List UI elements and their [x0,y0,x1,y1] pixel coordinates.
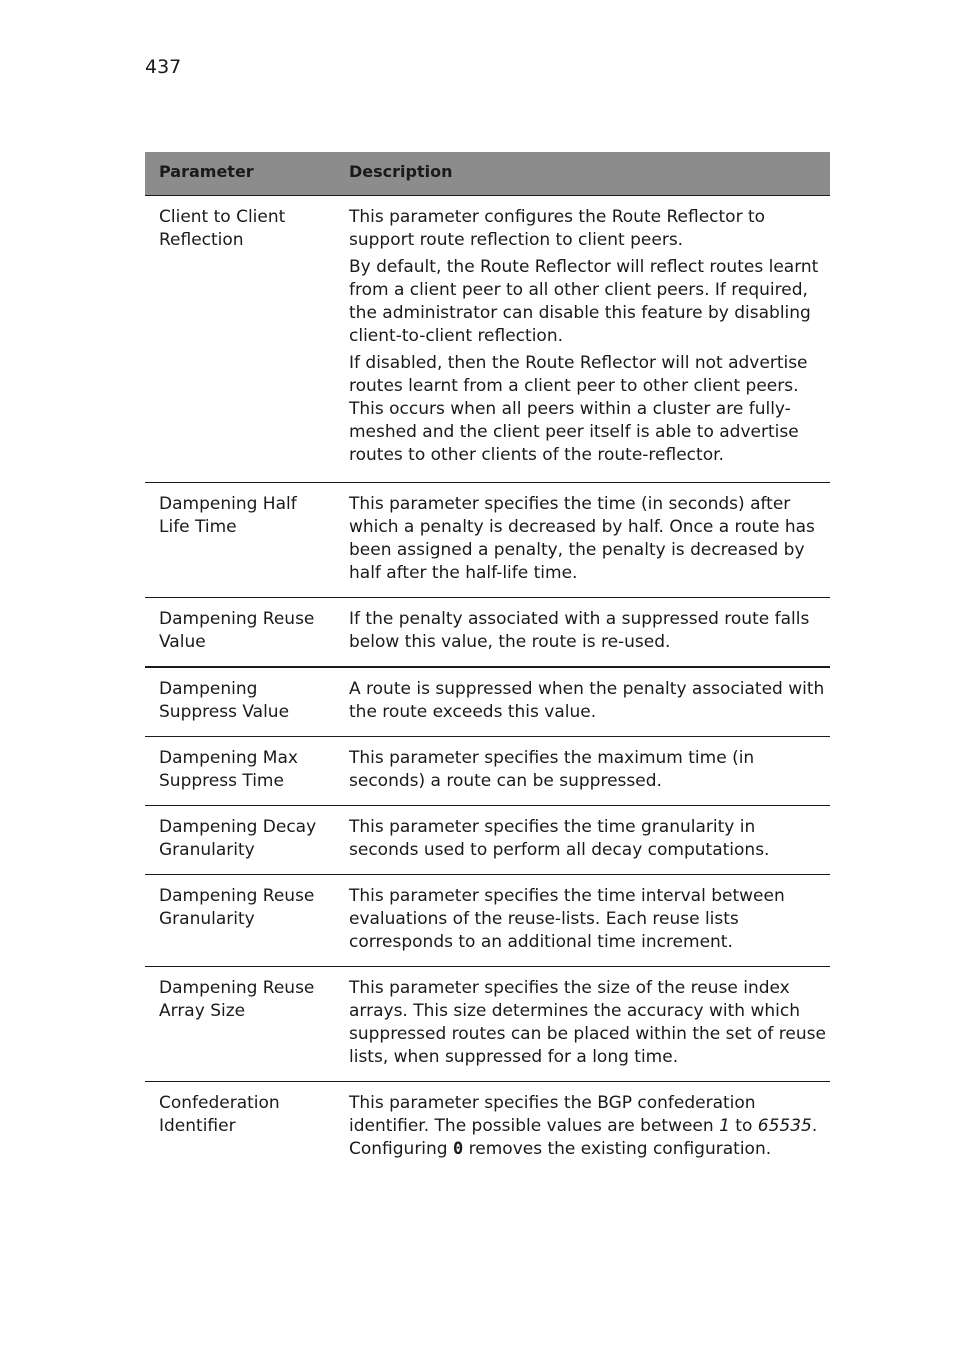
table-row [145,668,830,737]
description-cell [335,737,830,805]
description-text: to [729,1116,758,1136]
range-min-value: 1 [719,1116,730,1136]
parameter-cell: Dampening Max Suppress Time [159,748,298,791]
description-paragraph: This parameter specifies the time granularity in seconds used to perform all decay computations. [349,817,770,860]
description-text: This parameter specifies the BGP confederation identifier. The possible values are between [349,1093,756,1136]
parameter-cell: Dampening Reuse Value [159,609,315,652]
parameter-cell: Dampening Reuse Granularity [159,886,315,929]
table-row [145,967,830,1082]
description-paragraph: This parameter specifies the maximum time (in seconds) a route can be suppressed. [349,748,755,791]
header-parameter: Parameter [159,162,254,181]
table-row [145,598,830,668]
parameter-cell: Dampening Reuse Array Size [159,978,315,1021]
description-paragraph [349,1092,826,1161]
description-paragraph: This parameter specifies the size of the reuse index arrays. This size determines the accuracy with which suppressed routes can be placed within the set of reuse lists, when suppressed for a long time. [349,978,826,1067]
description-cell [335,483,830,597]
description-paragraph: By default, the Route Reflector will reflect routes learnt from a client peer to all other client peers. If required, the administrator can disable this feature by disabling client-to-client reflection. [349,257,819,346]
zero-value: 0 [453,1139,464,1159]
description-paragraph: If disabled, then the Route Reflector will not advertise routes learnt from a client peer to other client peers. This occurs when all peers within a cluster are fully-meshed and the client peer itself is able to advertise routes to other clients of the route-reflector. [349,353,808,465]
table-row [145,483,830,598]
parameter-cell: Client to Client Reflection [159,207,286,250]
description-paragraph: This parameter specifies the time interval between evaluations of the reuse-lists. Each reuse lists corresponds to an additional time increment. [349,886,785,952]
range-max-value: 65535 [757,1116,812,1136]
parameter-cell: Confederation Identifier [159,1093,280,1136]
description-paragraph: A route is suppressed when the penalty associated with the route exceeds this value. [349,679,825,722]
header-description: Description [349,162,453,181]
table-row [145,1082,830,1177]
table-row [145,737,830,806]
parameter-cell: Dampening Half Life Time [159,494,297,537]
description-cell [335,967,830,1081]
description-cell [335,1082,830,1177]
table-row [145,875,830,967]
description-paragraph: This parameter configures the Route Reflector to support route reflection to client peers. [349,207,766,250]
description-paragraph: If the penalty associated with a suppressed route falls below this value, the route is re-used. [349,609,810,652]
table-row [145,196,830,483]
description-cell [335,598,830,666]
description-cell [335,806,830,874]
parameter-cell: Dampening Decay Granularity [159,817,317,860]
description-text: removes the existing configuration. [463,1139,772,1159]
table-header [145,152,830,196]
parameter-table [145,152,830,1177]
table-row [145,806,830,875]
description-paragraph: This parameter specifies the time (in seconds) after which a penalty is decreased by half. Once a route has been assigned a penalty, the penalty is decreased by half after the half-life time. [349,494,815,583]
description-cell [335,875,830,966]
description-text: . Configuring [349,1116,818,1159]
page-number: 437 [145,56,182,78]
parameter-cell: Dampening Suppress Value [159,679,290,722]
description-cell [335,668,830,736]
description-cell [335,196,830,482]
